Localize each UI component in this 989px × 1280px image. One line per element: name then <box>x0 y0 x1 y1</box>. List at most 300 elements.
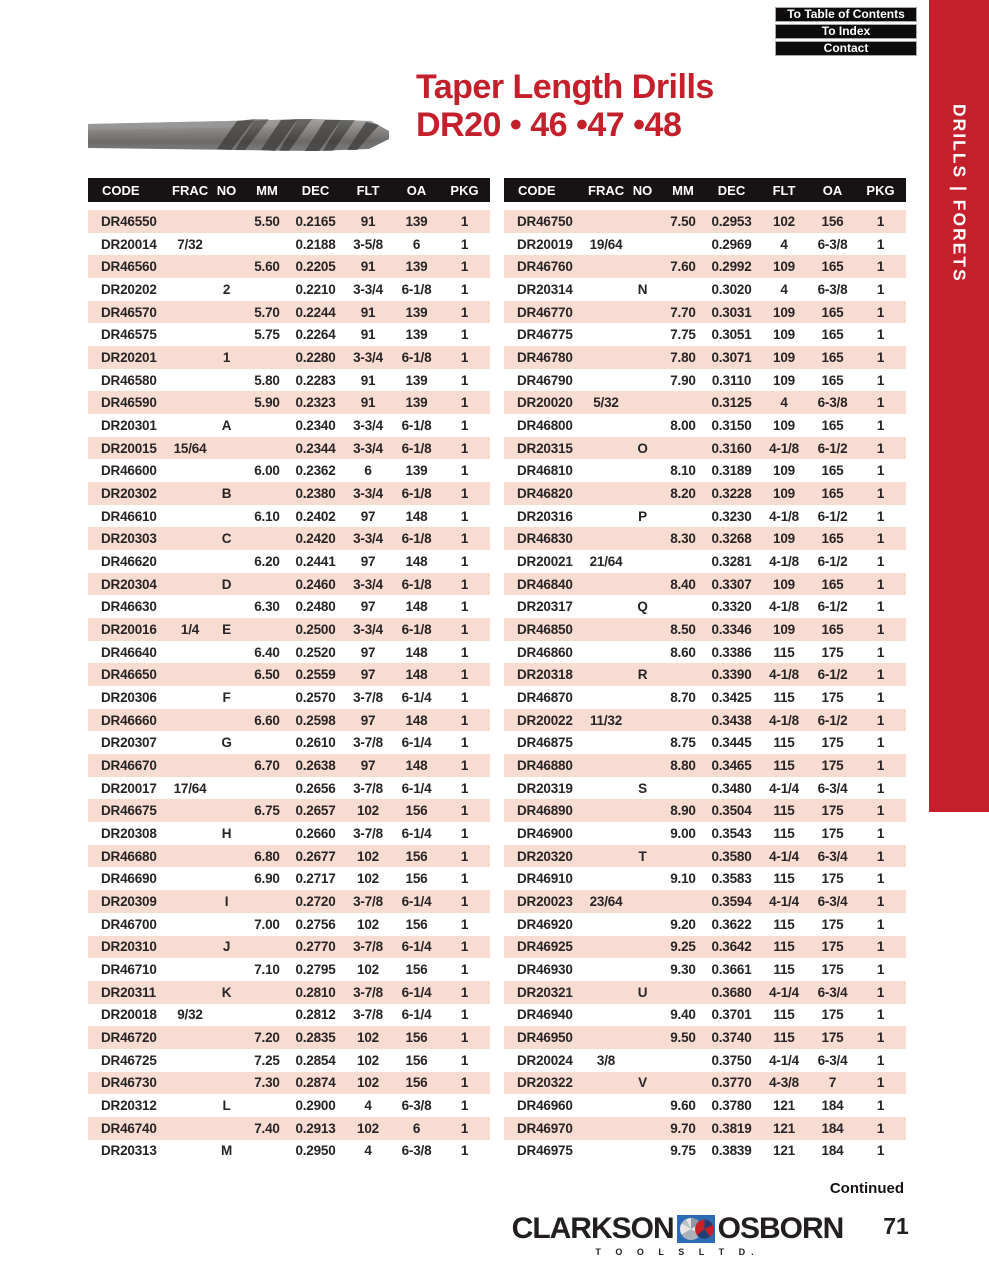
value-cell: 102 <box>357 1120 379 1136</box>
value-cell: 165 <box>821 576 844 592</box>
brand-logo-mark-icon <box>677 1215 715 1243</box>
value-cell: 1 <box>460 1052 469 1068</box>
value-cell: 7.40 <box>254 1120 280 1136</box>
value-cell: 0.2812 <box>295 1007 336 1023</box>
value-cell: V <box>638 1075 647 1091</box>
value-cell: 0.2264 <box>295 327 336 343</box>
column-header: OA <box>406 182 427 198</box>
code-cell: DR20313 <box>101 1143 157 1159</box>
value-cell: 0.3150 <box>711 417 752 433</box>
value-cell: 115 <box>773 1007 795 1023</box>
code-cell: DR46760 <box>517 259 573 275</box>
value-cell: 115 <box>773 1030 795 1046</box>
column-header: NO <box>216 182 237 198</box>
value-cell: 121 <box>773 1143 795 1159</box>
page-title <box>416 68 836 144</box>
code-cell: DR20306 <box>101 689 157 705</box>
value-cell: 8.90 <box>670 803 696 819</box>
table-row <box>504 1004 906 1027</box>
column-header: OA <box>822 182 843 198</box>
code-cell: DR20322 <box>517 1075 573 1091</box>
value-cell: 17/64 <box>173 780 207 796</box>
table-row <box>504 981 906 1004</box>
value-cell: 1 <box>460 327 469 343</box>
value-cell: 0.2795 <box>295 962 336 977</box>
code-cell: DR20302 <box>101 485 157 501</box>
brand-name-left: CLARKSON <box>511 1212 674 1245</box>
value-cell: 109 <box>773 372 795 388</box>
table-row <box>88 777 490 800</box>
value-cell: 1 <box>876 485 885 501</box>
value-cell: 109 <box>773 621 795 637</box>
value-cell: 1 <box>460 962 469 977</box>
value-cell: 0.2598 <box>295 712 336 728</box>
nav-button-group <box>775 7 917 58</box>
value-cell: 4-1/8 <box>769 599 799 615</box>
value-cell: 4 <box>364 1143 372 1159</box>
table-row <box>504 1049 906 1072</box>
value-cell: 139 <box>405 213 428 229</box>
contact-button[interactable]: Contact <box>775 41 917 56</box>
value-cell: 7.75 <box>670 327 696 343</box>
code-cell: DR46975 <box>517 1143 573 1159</box>
value-cell: 1 <box>876 1143 885 1159</box>
value-cell: 165 <box>821 304 844 320</box>
value-cell: 1 <box>460 417 469 433</box>
value-cell: 148 <box>405 667 428 683</box>
value-cell: 1 <box>876 712 885 728</box>
code-cell: DR46830 <box>517 531 573 547</box>
value-cell: 0.2380 <box>295 485 336 501</box>
value-cell: 1 <box>460 553 469 569</box>
value-cell: 175 <box>821 825 844 841</box>
value-cell: 9.10 <box>670 871 696 887</box>
value-cell: 91 <box>360 259 376 275</box>
value-cell: 1 <box>876 508 885 524</box>
value-cell: 148 <box>405 644 428 660</box>
code-cell: DR46820 <box>517 485 573 501</box>
value-cell: N <box>637 281 648 297</box>
value-cell: 1 <box>460 1120 469 1136</box>
code-cell: DR46910 <box>517 871 573 887</box>
value-cell: 0.2480 <box>295 599 336 615</box>
value-cell: 0.2559 <box>295 667 336 683</box>
value-cell: 109 <box>773 485 795 501</box>
table-row <box>504 210 906 233</box>
table-row <box>504 777 906 800</box>
value-cell: 115 <box>773 939 795 955</box>
table-row <box>504 505 906 528</box>
table-row <box>88 233 490 256</box>
value-cell: 6-1/4 <box>401 780 432 796</box>
value-cell: 1 <box>460 1075 469 1091</box>
table-row <box>504 346 906 369</box>
table-row <box>504 1094 906 1117</box>
value-cell: 5.70 <box>254 304 280 320</box>
value-cell: 1 <box>876 803 885 819</box>
value-cell: 6-1/8 <box>401 440 432 456</box>
value-cell: Q <box>637 599 648 615</box>
value-cell: 175 <box>821 916 844 932</box>
value-cell: 6-3/4 <box>817 848 848 864</box>
value-cell: 4 <box>780 281 788 297</box>
value-cell: 91 <box>360 327 376 343</box>
value-cell: 4 <box>780 395 788 411</box>
table-row <box>504 550 906 573</box>
value-cell: P <box>638 508 647 524</box>
value-cell: 0.2913 <box>295 1120 336 1136</box>
value-cell: 0.3020 <box>711 281 752 297</box>
value-cell: 1/4 <box>180 621 200 637</box>
code-cell: DR20202 <box>101 281 157 297</box>
table-row <box>88 595 490 618</box>
value-cell: 6-3/8 <box>401 1143 432 1159</box>
value-cell: 6 <box>412 236 421 252</box>
code-cell: DR20021 <box>517 553 573 569</box>
value-cell: 115 <box>773 803 795 819</box>
value-cell: 4-1/8 <box>769 508 799 524</box>
value-cell: 0.2520 <box>295 644 336 660</box>
value-cell: 184 <box>821 1120 844 1136</box>
table-row <box>88 936 490 959</box>
code-cell: DR46775 <box>517 327 573 343</box>
value-cell: 1 <box>460 531 469 547</box>
table-row <box>88 527 490 550</box>
value-cell: 165 <box>821 372 844 388</box>
value-cell: 6-1/8 <box>401 531 432 547</box>
value-cell: 0.3228 <box>711 485 752 501</box>
value-cell: 102 <box>357 871 379 887</box>
value-cell: 139 <box>405 327 428 343</box>
value-cell: 121 <box>773 1098 795 1114</box>
table-row <box>504 936 906 959</box>
value-cell: 1 <box>876 757 885 773</box>
value-cell: 0.3770 <box>711 1075 752 1091</box>
value-cell: 97 <box>360 508 376 524</box>
value-cell: 1 <box>460 463 469 479</box>
value-cell: 0.3071 <box>711 349 752 365</box>
table-row <box>504 573 906 596</box>
value-cell: 0.2500 <box>295 621 336 637</box>
value-cell: 6-1/8 <box>401 281 432 297</box>
value-cell: O <box>637 440 648 456</box>
value-cell: 0.3110 <box>711 372 752 388</box>
value-cell: 1 <box>876 962 885 977</box>
brand-subtitle: T O O L S L T D. <box>595 1247 760 1257</box>
code-cell: DR20303 <box>101 531 157 547</box>
table-row <box>88 618 490 641</box>
table-row <box>88 958 490 981</box>
value-cell: 0.3189 <box>711 463 752 479</box>
code-cell: DR20307 <box>101 735 157 751</box>
value-cell: 97 <box>360 644 376 660</box>
value-cell: 1 <box>460 1030 469 1046</box>
value-cell: 8.50 <box>670 621 696 637</box>
value-cell: 3-3/4 <box>353 621 383 637</box>
value-cell: 1 <box>460 644 469 660</box>
value-cell: 0.3386 <box>711 644 752 660</box>
value-cell: 0.2344 <box>295 440 336 456</box>
value-cell: 7 <box>828 1075 837 1091</box>
value-cell: 1 <box>876 576 885 592</box>
section-tab <box>929 0 989 812</box>
table-row <box>504 754 906 777</box>
code-cell: DR20317 <box>517 599 573 615</box>
brand-logo <box>505 1212 850 1257</box>
value-cell: 0.2188 <box>295 236 336 252</box>
code-cell: DR46720 <box>101 1030 157 1046</box>
value-cell: 0.2900 <box>295 1098 336 1114</box>
value-cell: L <box>222 1098 231 1114</box>
table-row <box>88 505 490 528</box>
value-cell: 1 <box>876 1007 885 1023</box>
value-cell: 0.2677 <box>295 848 336 864</box>
value-cell: 165 <box>821 327 844 343</box>
continued-label: Continued <box>829 1180 904 1197</box>
value-cell: 0.2660 <box>295 825 336 841</box>
value-cell: 3-7/8 <box>353 893 383 909</box>
value-cell: 4-1/4 <box>769 780 799 796</box>
value-cell: 1 <box>460 916 469 932</box>
code-cell: DR46780 <box>517 349 573 365</box>
value-cell: 6-1/8 <box>401 485 432 501</box>
value-cell: 0.3390 <box>711 667 752 683</box>
value-cell: 1 <box>876 417 885 433</box>
value-cell: 115 <box>773 644 795 660</box>
code-cell: DR46740 <box>101 1120 157 1136</box>
value-cell: 7.60 <box>670 259 696 275</box>
value-cell: 1 <box>876 735 885 751</box>
value-cell: 6-1/8 <box>401 621 432 637</box>
value-cell: 1 <box>876 1075 885 1091</box>
value-cell: 0.3031 <box>711 304 752 320</box>
table-row <box>504 301 906 324</box>
table-row <box>88 845 490 868</box>
code-cell: DR20310 <box>101 939 157 955</box>
value-cell: 1 <box>876 304 885 320</box>
table-row <box>88 686 490 709</box>
value-cell: 1 <box>460 825 469 841</box>
value-cell: 102 <box>357 916 379 932</box>
code-cell: DR46880 <box>517 757 573 773</box>
value-cell: 8.10 <box>670 463 696 479</box>
value-cell: 139 <box>405 463 428 479</box>
table-row <box>504 890 906 913</box>
code-cell: DR20304 <box>101 576 157 592</box>
code-cell: DR46725 <box>101 1052 157 1068</box>
value-cell: 102 <box>357 1030 379 1046</box>
column-header: PKG <box>866 182 895 198</box>
to-table-of-contents-button[interactable]: To Table of Contents <box>775 7 917 22</box>
value-cell: 0.3661 <box>711 962 752 977</box>
code-cell: DR46675 <box>101 803 157 819</box>
code-cell: DR20315 <box>517 440 573 456</box>
value-cell: 6-1/4 <box>401 984 432 1000</box>
code-cell: DR46610 <box>101 508 157 524</box>
drill-table-right <box>504 178 906 1162</box>
column-header: FLT <box>356 182 380 198</box>
code-cell: DR20321 <box>517 984 573 1000</box>
value-cell: 0.3465 <box>711 757 752 773</box>
code-cell: DR46580 <box>101 372 157 388</box>
code-cell: DR20019 <box>517 236 573 252</box>
value-cell: 0.2280 <box>295 349 336 365</box>
table-row <box>504 369 906 392</box>
column-header: FRAC <box>588 182 625 198</box>
code-cell: DR46890 <box>517 803 573 819</box>
code-cell: DR46870 <box>517 689 573 705</box>
table-row <box>88 369 490 392</box>
value-cell: 91 <box>360 304 376 320</box>
value-cell: 97 <box>360 599 376 615</box>
value-cell: 0.2362 <box>295 463 336 479</box>
table-row <box>504 414 906 437</box>
table-row <box>88 323 490 346</box>
value-cell: 8.75 <box>670 735 696 751</box>
value-cell: 115 <box>773 962 795 977</box>
table-row <box>88 1026 490 1049</box>
value-cell: 3-7/8 <box>353 939 383 955</box>
value-cell: 1 <box>876 1052 885 1068</box>
value-cell: 0.2657 <box>295 803 336 819</box>
value-cell: 6.40 <box>254 644 280 660</box>
column-header: FLT <box>772 182 796 198</box>
value-cell: 5.90 <box>254 395 280 411</box>
table-row <box>88 459 490 482</box>
code-cell: DR46650 <box>101 667 157 683</box>
code-cell: DR20314 <box>517 281 573 297</box>
value-cell: 6-3/8 <box>401 1098 432 1114</box>
value-cell: 165 <box>821 621 844 637</box>
to-index-button[interactable]: To Index <box>775 24 917 39</box>
value-cell: 156 <box>821 213 844 229</box>
value-cell: 6-1/2 <box>817 553 848 569</box>
value-cell: 0.2165 <box>295 213 336 229</box>
table-row <box>88 1140 490 1163</box>
value-cell: 0.3642 <box>711 939 752 955</box>
drill-bit-image <box>85 114 391 161</box>
value-cell: 148 <box>405 508 428 524</box>
value-cell: 6-3/4 <box>817 984 848 1000</box>
code-cell: DR20320 <box>517 848 573 864</box>
table-body-right <box>504 210 906 1162</box>
value-cell: 0.3125 <box>711 395 752 411</box>
code-cell: DR20319 <box>517 780 573 796</box>
value-cell: 1 <box>876 689 885 705</box>
table-row <box>504 459 906 482</box>
value-cell: 4-1/8 <box>769 667 799 683</box>
value-cell: 3-3/4 <box>353 417 383 433</box>
table-row <box>504 731 906 754</box>
code-cell: DR20023 <box>517 893 573 909</box>
value-cell: 1 <box>460 236 469 252</box>
value-cell: 175 <box>821 1030 844 1046</box>
value-cell: 175 <box>821 939 844 955</box>
code-cell: DR46600 <box>101 463 157 479</box>
value-cell: 6.90 <box>254 871 280 887</box>
table-row <box>88 346 490 369</box>
code-cell: DR46800 <box>517 417 573 433</box>
code-cell: DR46710 <box>101 962 157 977</box>
value-cell: 1 <box>460 667 469 683</box>
value-cell: 7.70 <box>670 304 696 320</box>
value-cell: 0.2770 <box>295 939 336 955</box>
code-cell: DR20316 <box>517 508 573 524</box>
value-cell: 0.3425 <box>711 689 752 705</box>
table-row <box>88 709 490 732</box>
value-cell: 3-3/4 <box>353 440 383 456</box>
value-cell: 6-1/4 <box>401 735 432 751</box>
table-row <box>504 1117 906 1140</box>
code-cell: DR46940 <box>517 1007 573 1023</box>
value-cell: D <box>221 576 232 592</box>
value-cell: 1 <box>460 213 469 229</box>
value-cell: 102 <box>357 1052 379 1068</box>
value-cell: 6-1/8 <box>401 576 432 592</box>
value-cell: 6-1/2 <box>817 667 848 683</box>
value-cell: 1 <box>460 508 469 524</box>
value-cell: 7.10 <box>254 962 280 977</box>
value-cell: 1 <box>876 440 885 456</box>
value-cell: 9.75 <box>670 1143 696 1159</box>
value-cell: 1 <box>876 621 885 637</box>
value-cell: 0.2756 <box>295 916 336 932</box>
table-row <box>504 595 906 618</box>
value-cell: 0.2210 <box>295 281 336 297</box>
value-cell: 115 <box>773 757 795 773</box>
value-cell: 0.3281 <box>711 553 752 569</box>
value-cell: 6.80 <box>254 848 280 864</box>
value-cell: 19/64 <box>589 236 623 252</box>
table-row <box>88 391 490 414</box>
code-cell: DR46810 <box>517 463 573 479</box>
code-cell: DR20312 <box>101 1098 157 1114</box>
value-cell: 8.80 <box>670 757 696 773</box>
value-cell: 0.3268 <box>711 531 752 547</box>
table-header <box>504 178 906 202</box>
value-cell: 1 <box>222 349 231 365</box>
value-cell: 0.2244 <box>295 304 336 320</box>
value-cell: 0.2610 <box>295 735 336 751</box>
value-cell: 156 <box>405 1075 428 1091</box>
value-cell: 3-3/4 <box>353 349 383 365</box>
table-row <box>88 1117 490 1140</box>
value-cell: B <box>221 485 232 501</box>
table-row <box>504 686 906 709</box>
value-cell: 102 <box>357 848 379 864</box>
code-cell: DR20020 <box>517 395 573 411</box>
value-cell: 9.30 <box>670 962 696 977</box>
value-cell: 1 <box>876 644 885 660</box>
value-cell: 0.2950 <box>295 1143 336 1159</box>
value-cell: 3-3/4 <box>353 576 383 592</box>
table-row <box>88 731 490 754</box>
value-cell: 1 <box>460 803 469 819</box>
value-cell: 4 <box>780 236 788 252</box>
value-cell: 23/64 <box>589 893 623 909</box>
table-row <box>88 210 490 233</box>
value-cell: 6-1/2 <box>817 712 848 728</box>
value-cell: 1 <box>460 372 469 388</box>
value-cell: 109 <box>773 327 795 343</box>
value-cell: 6-3/4 <box>817 1052 848 1068</box>
value-cell: T <box>638 848 647 864</box>
value-cell: 0.3504 <box>711 803 752 819</box>
value-cell: 0.3320 <box>711 599 752 615</box>
table-row <box>88 663 490 686</box>
code-cell: DR46680 <box>101 848 157 864</box>
value-cell: 6 <box>412 1120 421 1136</box>
